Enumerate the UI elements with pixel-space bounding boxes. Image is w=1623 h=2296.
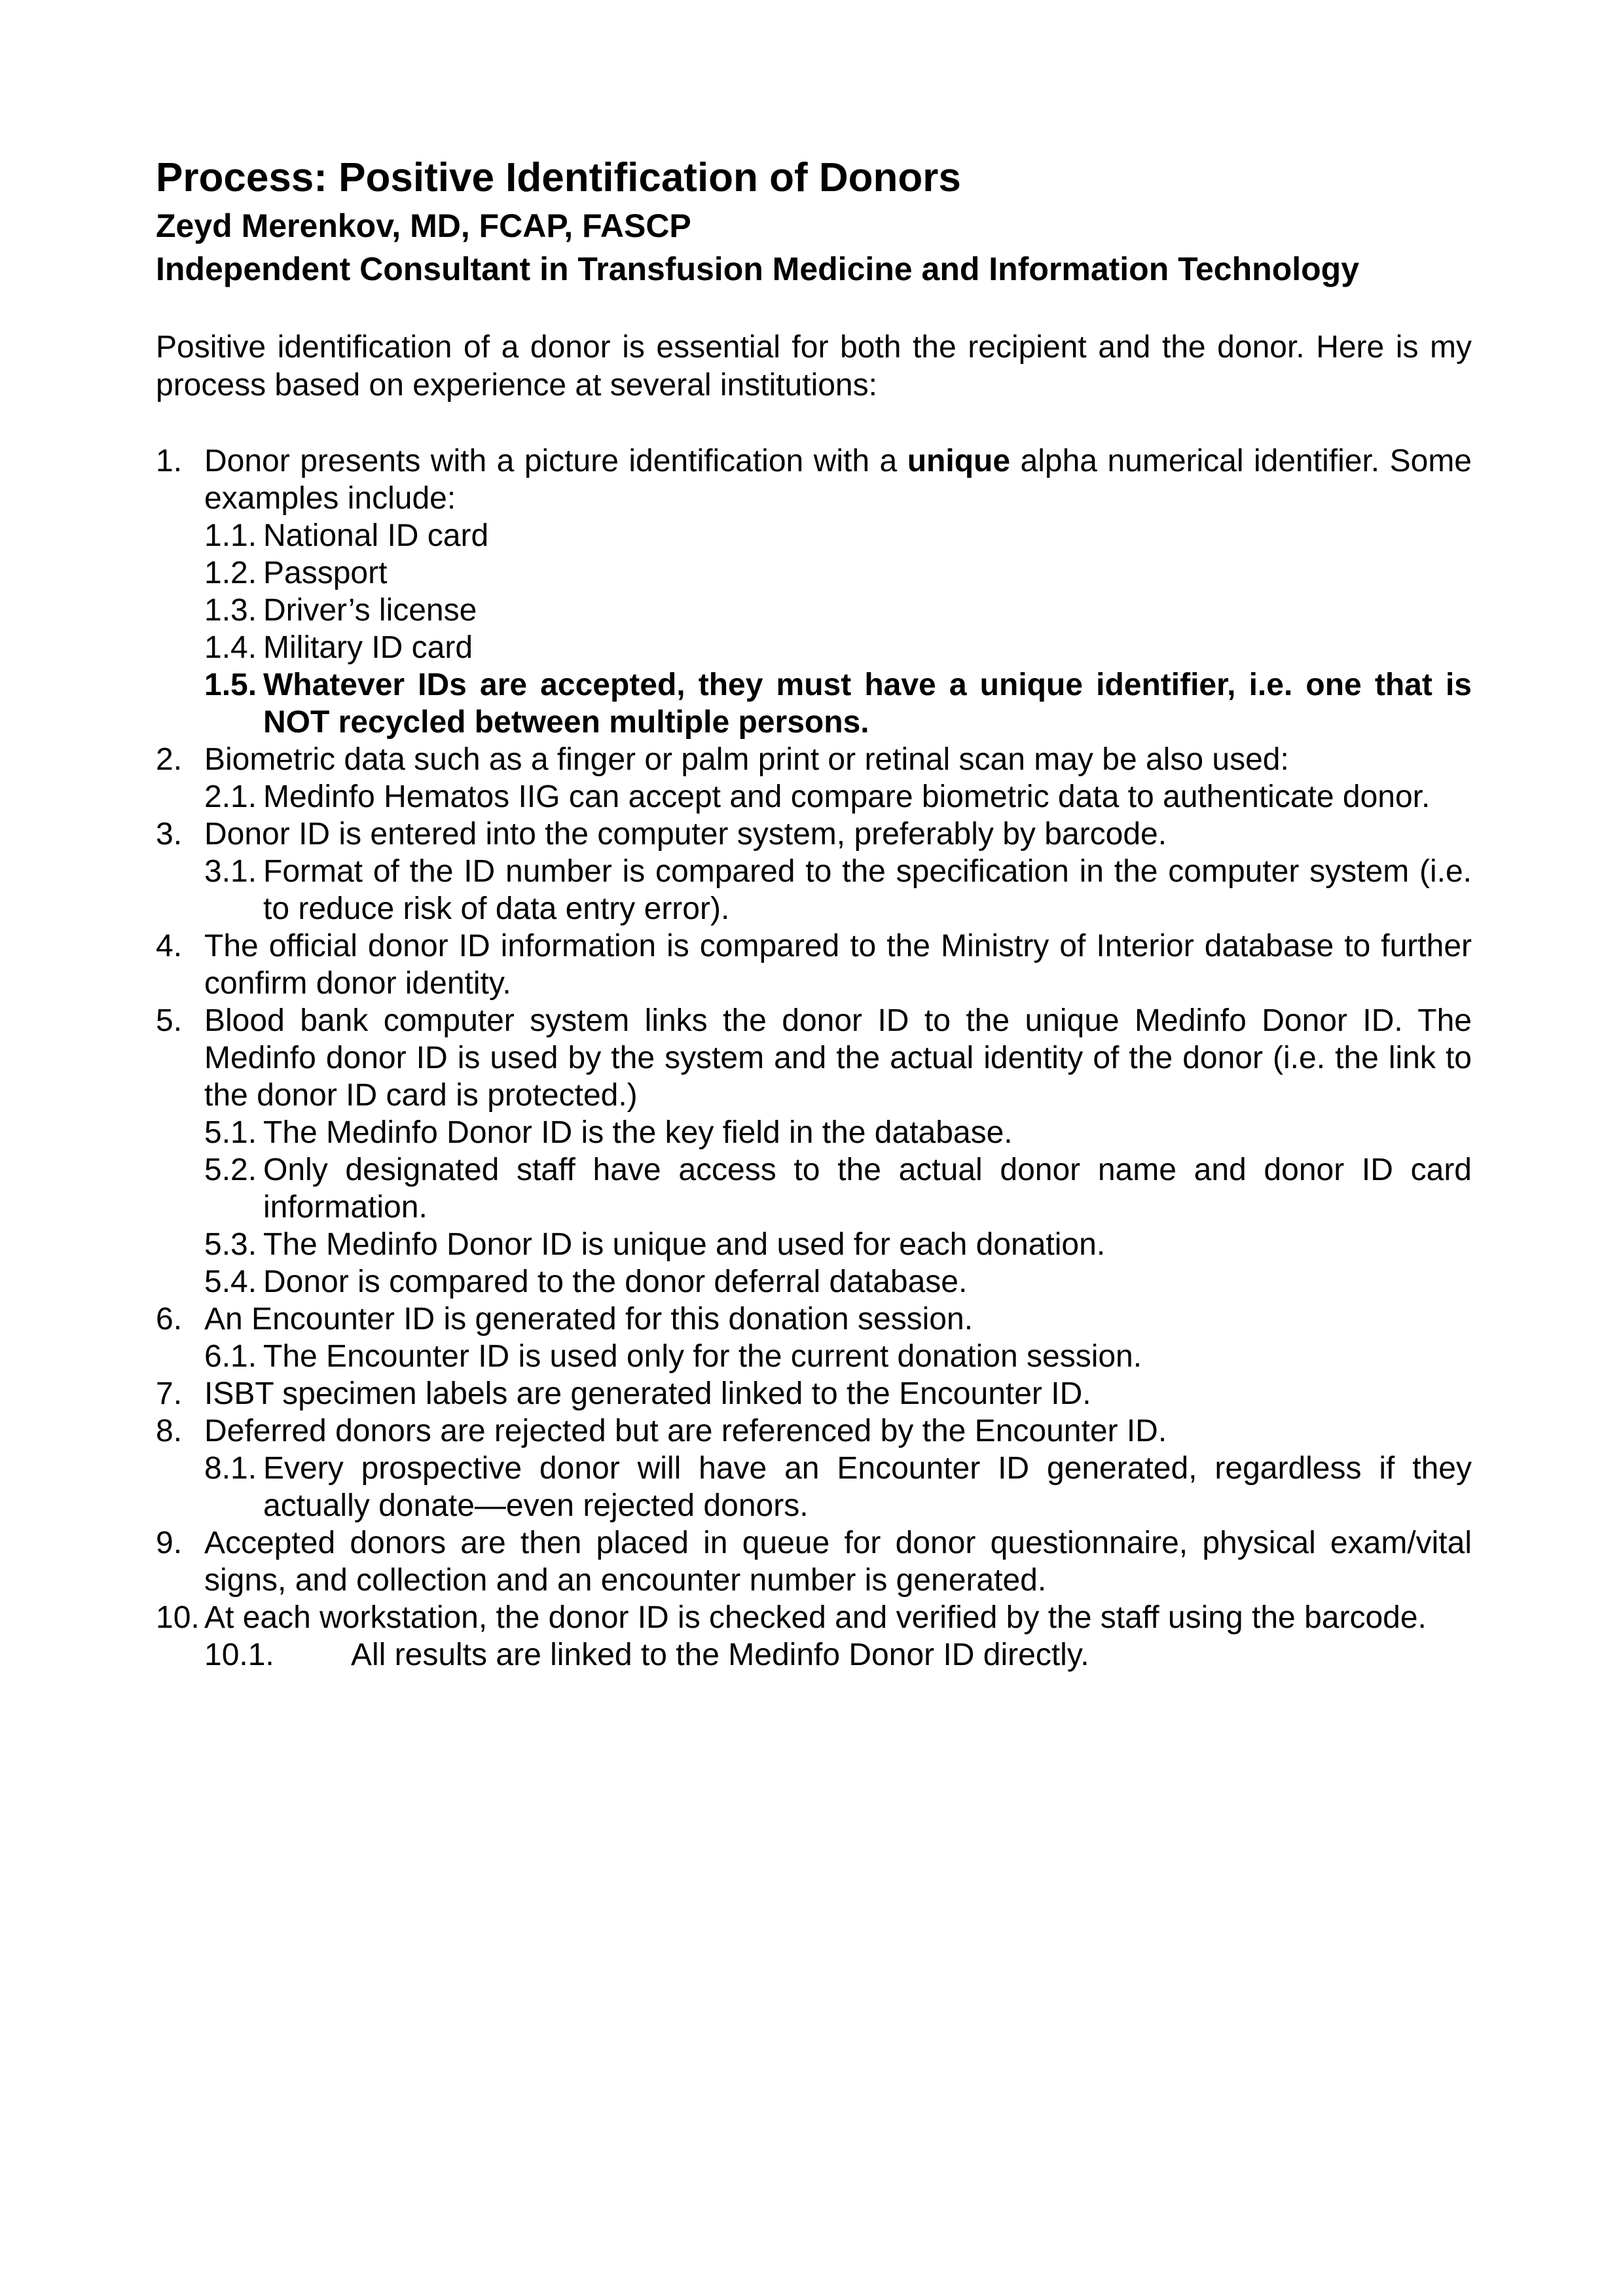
author-line: Zeyd Merenkov, MD, FCAP, FASCP [156, 207, 691, 244]
substep-number: 10.1. [204, 1638, 274, 1672]
substep-number: 8.1. [204, 1451, 257, 1486]
substep-number: 5.4. [204, 1265, 257, 1299]
step-number: 1. [156, 444, 183, 478]
substep-text: Medinfo Hematos IIG can accept and compare biometric data to authenticate donor. [263, 780, 1431, 814]
step-number: 5. [156, 1003, 183, 1038]
substep-2-1 [156, 778, 1472, 816]
substep-text: All results are linked to the Medinfo Donor ID directly. [351, 1638, 1089, 1672]
substep-text: Driver’s license [263, 593, 477, 628]
substep-1-3 [156, 592, 1472, 629]
step-2 [156, 741, 1472, 778]
substep-number: 1.2. [204, 556, 257, 590]
step-7 [156, 1375, 1472, 1412]
step-number: 9. [156, 1526, 183, 1560]
substep-10-1 [156, 1636, 1472, 1674]
step-number: 10. [156, 1600, 200, 1635]
step-text: The official donor ID information is compared to the Ministry of Interior database to further confirm donor identity. [204, 929, 1472, 1001]
step-9 [156, 1524, 1472, 1599]
substep-number: 3.1. [204, 854, 257, 889]
substep-5-3 [156, 1226, 1472, 1263]
substep-5-2 [156, 1151, 1472, 1226]
substep-8-1 [156, 1450, 1472, 1524]
step-text: Deferred donors are rejected but are referenced by the Encounter ID. [204, 1414, 1167, 1448]
substep-1-2 [156, 554, 1472, 592]
substep-text: Military ID card [263, 630, 473, 665]
step-number: 6. [156, 1302, 183, 1336]
substep-text: Whatever IDs are accepted, they must have a unique identifier, i.e. one that is NOT recycled between multiple persons. [263, 668, 1472, 740]
affiliation-line: Independent Consultant in Transfusion Medicine and Information Technology [156, 251, 1360, 287]
substep-text: Only designated staff have access to the actual donor name and donor ID card information. [263, 1153, 1472, 1225]
step-6 [156, 1300, 1472, 1338]
substep-text: National ID card [263, 518, 489, 553]
substep-number: 5.1. [204, 1115, 257, 1150]
substep-number: 6.1. [204, 1339, 257, 1374]
substep-number: 2.1. [204, 780, 257, 814]
step-text: alpha numerical identifier. Some examples include: [204, 444, 1472, 516]
step-text: An Encounter ID is generated for this donation session. [204, 1302, 974, 1336]
step-text: Donor ID is entered into the computer system, preferably by barcode. [204, 817, 1167, 852]
substep-number: 5.3. [204, 1227, 257, 1262]
step-number: 3. [156, 817, 183, 852]
substep-5-1 [156, 1114, 1472, 1151]
substep-6-1 [156, 1338, 1472, 1375]
substep-3-1 [156, 853, 1472, 927]
substep-text: The Medinfo Donor ID is unique and used for each donation. [263, 1227, 1106, 1262]
substep-text: Donor is compared to the donor deferral database. [263, 1265, 968, 1299]
step-8 [156, 1412, 1472, 1450]
substep-1-1 [156, 517, 1472, 554]
substep-text: Passport [263, 556, 388, 590]
intro-paragraph: Positive identification of a donor is essential for both the recipient and the donor. Here is my process based on experience at several institutions: [156, 330, 1472, 403]
step-number: 7. [156, 1376, 183, 1411]
substep-1-5 [156, 666, 1472, 741]
substep-number: 1.1. [204, 518, 257, 553]
step-5 [156, 1002, 1472, 1114]
substep-text: Every prospective donor will have an Encounter ID generated, regardless if they actually donate—even rejected donors. [263, 1451, 1472, 1523]
step-3 [156, 816, 1472, 853]
substep-text: Format of the ID number is compared to the specification in the computer system (i.e. to reduce risk of data entry error). [263, 854, 1472, 926]
substep-number: 1.4. [204, 630, 257, 665]
step-number: 8. [156, 1414, 183, 1448]
substep-5-4 [156, 1263, 1472, 1300]
step-number: 2. [156, 742, 183, 777]
step-text: Donor presents with a picture identification with a [204, 444, 907, 478]
step-number: 4. [156, 929, 183, 963]
substep-1-4 [156, 629, 1472, 666]
step-text: Accepted donors are then placed in queue for donor questionnaire, physical exam/vital signs, and collection and an encounter number is generated. [204, 1526, 1472, 1598]
substep-number: 5.2. [204, 1153, 257, 1187]
document-page [156, 152, 1472, 1674]
step-text: ISBT specimen labels are generated linked to the Encounter ID. [204, 1376, 1091, 1411]
step-text-emphasis: unique [907, 444, 1011, 478]
step-text: Biometric data such as a finger or palm print or retinal scan may be also used: [204, 742, 1289, 777]
step-10 [156, 1599, 1472, 1636]
substep-number: 1.3. [204, 593, 257, 628]
step-4 [156, 927, 1472, 1002]
substep-number: 1.5. [204, 668, 257, 702]
substep-text: The Encounter ID is used only for the current donation session. [263, 1339, 1142, 1374]
step-text: Blood bank computer system links the donor ID to the unique Medinfo Donor ID. The Medinfo donor ID is used by the system and the actual identity of the donor (i.e. the link to the donor ID card is protected.) [204, 1003, 1472, 1113]
substep-text: The Medinfo Donor ID is the key field in the database. [263, 1115, 1013, 1150]
document-title: Process: Positive Identification of Donors [156, 155, 961, 200]
step-text: At each workstation, the donor ID is checked and verified by the staff using the barcode. [204, 1600, 1427, 1635]
process-steps-list [156, 442, 1472, 1674]
step-1 [156, 442, 1472, 517]
